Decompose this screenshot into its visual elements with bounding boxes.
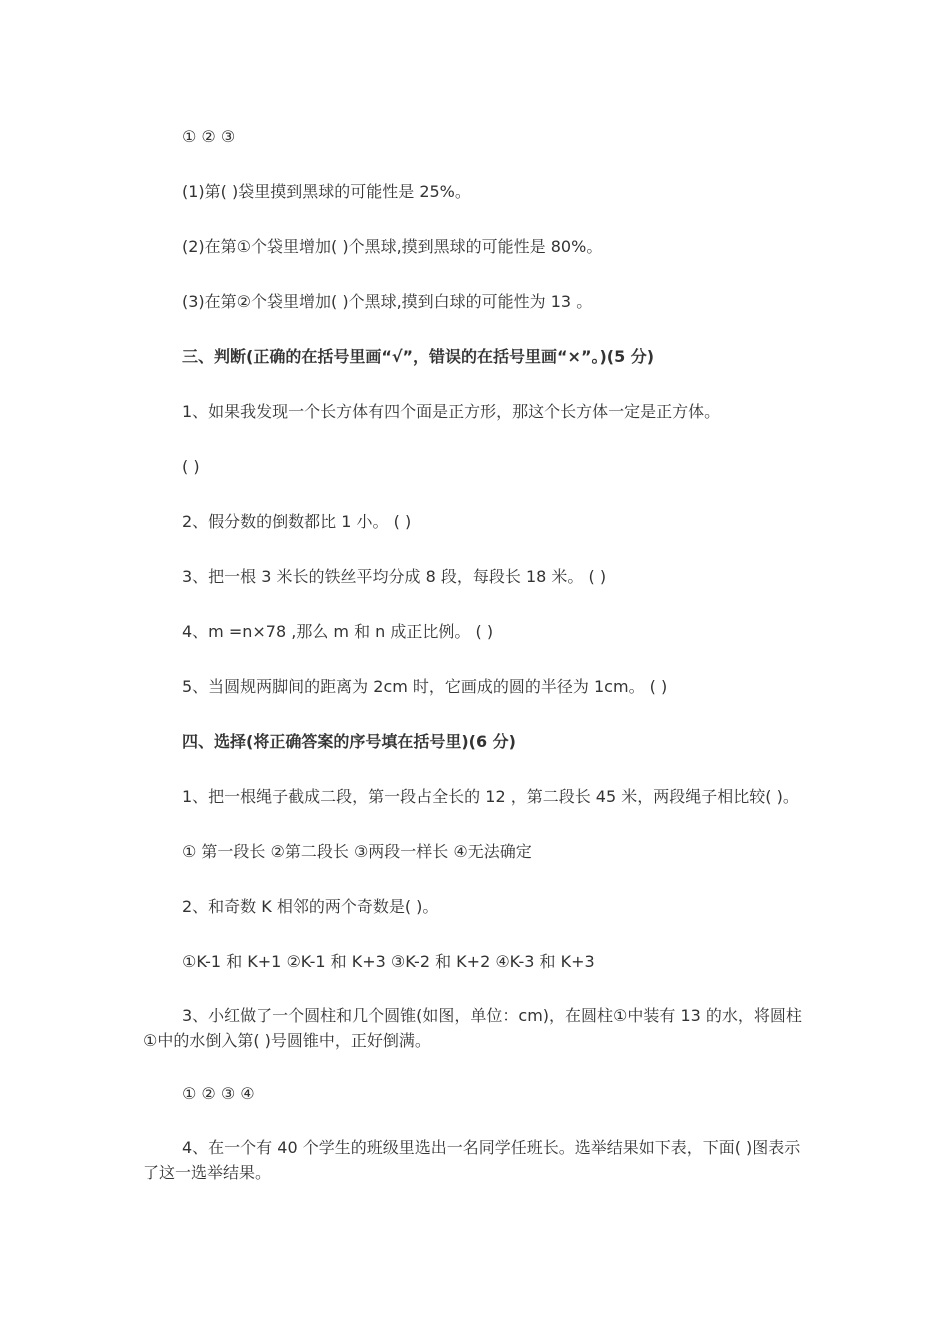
judge-item-2: 2、假分数的倒数都比 1 小。 ( ) xyxy=(182,512,412,531)
choice-item-3-options: ① ② ③ ④ xyxy=(182,1084,255,1103)
judge-item-3: 3、把一根 3 米长的铁丝平均分成 8 段，每段长 18 米。 ( ) xyxy=(182,567,607,586)
judge-item-5: 5、当圆规两脚间的距离为 2cm 时，它画成的圆的半径为 1cm。 ( ) xyxy=(182,677,668,696)
circle-options-line: ① ② ③ xyxy=(182,127,236,146)
question-2-3: (3)在第②个袋里增加( )个黑球,摸到白球的可能性为 13 。 xyxy=(182,292,593,311)
section-3-heading: 三、判断(正确的在括号里画“√”，错误的在括号里画“×”。)(5 分) xyxy=(182,347,655,366)
choice-item-1-options: ① 第一段长 ②第二段长 ③两段一样长 ④无法确定 xyxy=(182,842,532,861)
choice-item-2: 2、和奇数 K 相邻的两个奇数是( )。 xyxy=(182,897,439,916)
judge-item-1-bracket: ( ) xyxy=(182,457,200,476)
choice-item-1: 1、把一根绳子截成二段，第一段占全长的 12 ，第二段长 45 米，两段绳子相比较( )。 xyxy=(182,787,799,806)
question-2-1: (1)第( )袋里摸到黑球的可能性是 25%。 xyxy=(182,182,471,201)
judge-item-4: 4、m =n×78 ,那么 m 和 n 成正比例。 ( ) xyxy=(182,622,494,641)
choice-item-3: 3、小红做了一个圆柱和几个圆锥(如图，单位：cm)，在圆柱①中装有 13 的水，将圆柱①中的水倒入第( )号圆锥中，正好倒满。 xyxy=(143,1006,802,1050)
judge-item-1: 1、如果我发现一个长方体有四个面是正方形，那这个长方体一定是正方体。 xyxy=(182,402,721,421)
question-2-2: (2)在第①个袋里增加( )个黑球,摸到黑球的可能性是 80%。 xyxy=(182,237,603,256)
choice-item-2-options: ①K-1 和 K+1 ②K-1 和 K+3 ③K-2 和 K+2 ④K-3 和 K+3 xyxy=(182,952,595,971)
choice-item-4: 4、在一个有 40 个学生的班级里选出一名同学任班长。选举结果如下表，下面( )图表示了这一选举结果。 xyxy=(143,1138,801,1182)
section-4-heading: 四、选择(将正确答案的序号填在括号里)(6 分) xyxy=(182,732,516,751)
